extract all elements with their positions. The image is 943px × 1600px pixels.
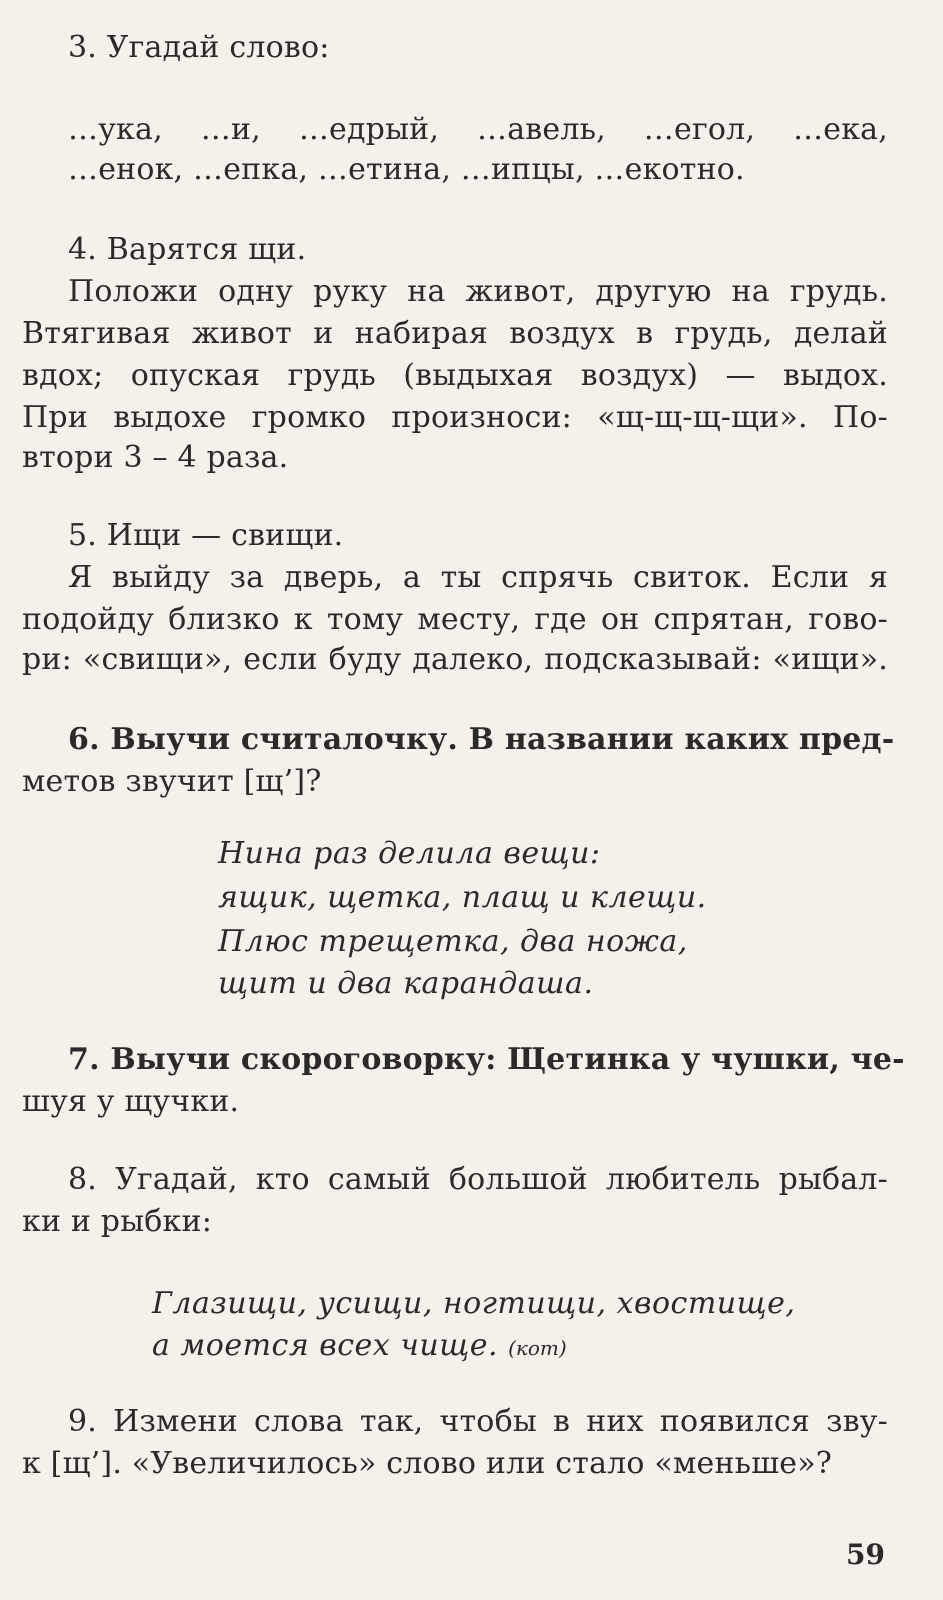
exercise-3-heading: 3. Угадай слово:	[68, 30, 330, 65]
exercise-3-words-line-1: …ука, …и, …едрый, …авель, …егол, …ека,	[68, 112, 888, 147]
exercise-6-line-2: метов звучит [щ’]?	[22, 764, 322, 799]
riddle-line-2	[152, 1324, 567, 1370]
riddle-line-1: Глазищи, усищи, ногтищи, хвостище,	[152, 1286, 796, 1321]
exercise-5-line-3: ри: «свищи», если буду далеко, подсказывай: «ищи».	[22, 642, 888, 677]
counting-rhyme-line-3: Плюс трещетка, два ножа,	[218, 924, 688, 959]
exercise-4-line-3: вдох; опуская грудь (выдыхая воздух) — выдох.	[22, 358, 888, 393]
page-number: 59	[846, 1538, 885, 1571]
exercise-5-line-1: Я выйду за дверь, а ты спрячь свиток. Если я	[68, 560, 888, 595]
exercise-6-line-1: 6. Выучи считалочку. В названии каких пред-	[68, 722, 895, 757]
exercise-3-words-line-2: …енок, …епка, …етина, …ипцы, …екотно.	[68, 152, 745, 187]
exercise-4-line-2: Втягивая живот и набирая воздух в грудь, делай	[22, 316, 888, 351]
exercise-4-line-4: При выдохе громко произноси: «щ-щ-щ-щи». По-	[22, 400, 888, 435]
exercise-8-line-1: 8. Угадай, кто самый большой любитель рыбал-	[68, 1162, 888, 1197]
exercise-4-line-5: втори 3 – 4 раза.	[22, 440, 289, 475]
counting-rhyme-line-2: ящик, щетка, плащ и клещи.	[218, 880, 707, 915]
riddle-line-2-text: а моется всех чище.	[152, 1328, 499, 1363]
counting-rhyme-line-1: Нина раз делила вещи:	[218, 836, 601, 871]
exercise-4-line-1: Положи одну руку на живот, другую на грудь.	[68, 274, 888, 309]
exercise-7-line-2: шуя у щучки.	[22, 1084, 240, 1119]
exercise-4-heading: 4. Варятся щи.	[68, 232, 307, 267]
exercise-5-heading: 5. Ищи — свищи.	[68, 518, 344, 553]
exercise-5-line-2: подойду близко к тому месту, где он спрятан, гово-	[22, 602, 888, 637]
riddle-answer: (кот)	[508, 1336, 567, 1360]
counting-rhyme-line-4: щит и два карандаша.	[218, 966, 594, 1001]
exercise-9-line-2: к [щ’]. «Увеличилось» слово или стало «меньше»?	[22, 1446, 833, 1481]
exercise-9-line-1: 9. Измени слова так, чтобы в них появился зву-	[68, 1404, 888, 1439]
exercise-8-line-2: ки и рыбки:	[22, 1204, 213, 1239]
exercise-7-line-1: 7. Выучи скороговорку: Щетинка у чушки, че-	[68, 1042, 905, 1077]
